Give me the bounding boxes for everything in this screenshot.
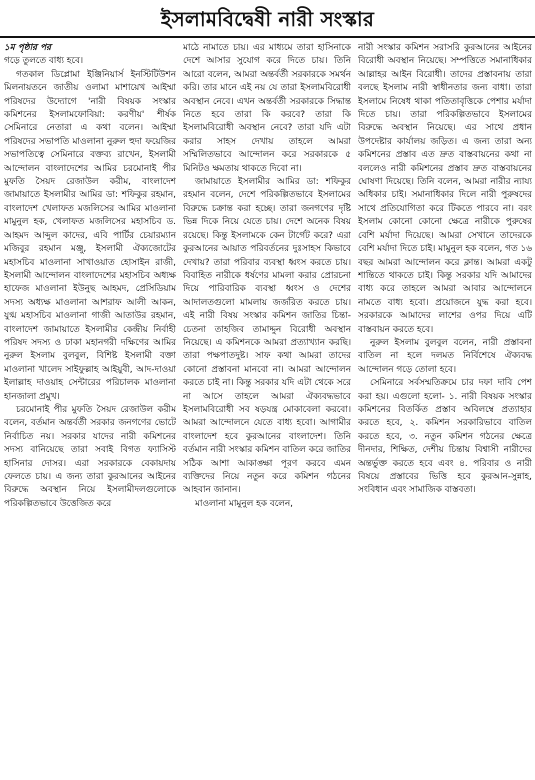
article-column-1	[4, 42, 176, 776]
article-paragraph: নারী সংস্কার কমিশন সরাসরি কুরআনের আইনের বিরোধী অবস্থান নিয়েছে। সম্পত্তিতে সমানাধিকার আল্লাহর আইন বিরোধী। তাদের প্রস্তাবনায় তারা বলছে ইসলাম নারী স্বাধীনতার জন্য বাধা। তারা ইসলামে নিষেধ থাকা পতিতাবৃত্তিকে পেশার মর্যাদা দিতে চায়। তারা পরিকল্পিতভাবে ইসলামের বিরুদ্ধে অবস্থান নিয়েছে। এর সাথে প্রধান উপদেষ্টার কার্যালয় জড়িত। এ জন্য তারা অন্য কমিশনের প্রস্তাব এত দ্রুত বাস্তবায়নের কথা না বললেও নারী কমিশনের প্রস্তাব দ্রুত বাস্তবায়নের ঘোষণা দিয়েছে। তিনি বলেন, আমরা নারীর ন্যায্য অধিকার চাই। সমানাধিকার দিলে নারী পুরুষদের সাথে প্রতিযোগিতা করে টিকতে পারবে না। বরং ইসলাম কোনো কোনো ক্ষেত্রে নারীকে পুরুষের বেশি মর্যাদা দিয়েছে। আমরা সেখানে তাদেরকে বেশি মর্যাদা দিতে চাই। মামুনুল হক বলেন, গত ১৬ বছর আমরা আন্দোলন করে ক্লান্ত। আমরা একটু শান্তিতে থাকতে চাই। কিন্তু সরকার যদি আমাদের বাধ্য করে তাহলে আমরা আবার আন্দোলনে নামতে বাধ্য হবো। প্রয়োজনে যুদ্ধ করা হবে। সরকারকে আমাদের লাশের ওপর দিয়ে এটি বাস্তবায়ন করতে হবে।	[358, 43, 532, 335]
article-paragraph: সেমিনারে সর্বসম্মতিক্রমে চার দফা দাবি পেশ করা হয়। এগুলো হলো- ১. নারী বিষয়ক সংস্কার কমিশনের বিতর্কিত প্রস্তাব অবিলম্বে প্রত্যাহার করতে হবে, ২. কমিশন সরকারিভাবে বাতিল করতে হবে, ৩. নতুন কমিশন গঠনের ক্ষেত্রে দীনদার, শিক্ষিত, দেশীয় চিন্তায় বিশ্বাসী নারীদের অন্তর্ভুক্ত করতে হবে এবং ৪. পরিবার ও নারী বিষয়ে প্রস্তাবের ভিত্তি হবে কুরআন-সুন্নাহ, সংবিধান এবং সামাজিক বাস্তবতা।	[358, 378, 532, 496]
headline-divider	[0, 36, 535, 38]
article-paragraph: নুরুল ইসলাম বুলবুল বলেন, নারী প্রস্তাবনা বাতিল না হলে দলমত নির্বিশেষে ঐক্যবদ্ধ আন্দোলন গড়ে তোলা হবে।	[358, 337, 532, 375]
article-column-3	[358, 42, 532, 776]
article-paragraph: চরমোনাই পীর মুফতি সৈয়দ রেজাউল করীম বলেন, বর্তমান অন্তর্বর্তী সরকার জনগণের ভোটে নির্বাচিত নয়। সরকার যাদের নারী কমিশনের সদস্য বানিয়েছে তারা সবাই বিগত ফ্যাসিস্ট হাসিনার দোসর। এরা সরকারকে বেকায়দায় ফেলতে চায়। এ জন্য তারা কুরআনের আইনের বিরুদ্ধে অবস্থান নিয়ে ইসলামীদলগুলোকে পরিকল্পিতভাবে উত্তেজিত করে	[4, 404, 176, 509]
article-paragraph: মাওলানা মামুনুল হক বলেন,	[195, 498, 294, 509]
article-paragraph: গড়ে তুলতে বাধ্য হবে।	[4, 56, 84, 67]
article-paragraph: গতকাল ডিপ্লোমা ইঞ্জিনিয়ার্স ইনস্টিটিউশন মিলনায়তনে জাতীয় ওলামা মাশায়েখ আইম্মা পরিষদের উদ্যোগে 'নারী বিষয়ক সংস্কার কমিশনের ইসলামফোবিয়া: করণীয়' শীর্ষক সেমিনারে নেতারা এ কথা বলেন। আইম্মা পরিষদের সভাপতি মাওলানা নুরুল হুদা ফয়েজির সভাপতিত্বে সেমিনারে বক্তব্য রাখেন, ইসলামী আন্দোলন বাংলাদেশের আমির চরমোনাই পীর মুফতি সৈয়দ রেজাউল করীম, বাংলাদেশ জামায়াতে ইসলামীর আমির ডা: শফিকুর রহমান, বাংলাদেশ খেলাফত মজলিসের আমির মাওলানা মামুনুল হক, খেলাফত মজলিসের মহাসচিব ড. আহমদ আব্দুল কাদের, এবি পার্টির চেয়ারম্যান মজিবুর রহমান মঞ্জু, ইসলামী ঐক্যজোটের মহাসচিব মাওলানা সাখাওয়াত হোসাইন রাজী, ইসলামী আন্দোলন বাংলাদেশের মহাসচিব অধ্যক্ষ হাফেজ মাওলানা ইউনুছ আহমদ, প্রেসিডিয়াম সদস্য অধ্যক্ষ মাওলানা আশরাফ আলী আকন, যুগ্ম মহাসচিব মাওলানা গাজী আতাউর রহমান, বাংলাদেশ জামায়াতে ইসলামীর কেন্দ্রীয় নির্বাহী পরিষদ সদস্য ও ঢাকা মহানগরী দক্ষিণের আমির নুরুল ইসলাম বুলবুল, বিশিষ্ট ইসলামী বক্তা মাওলানা খালেদ সাইফুল্লাহ আইয়ুবী, আদ-দাওয়া ইলাল্লাহ দাওয়াহ সেন্টারের পরিচালক মাওলানা হানজালা প্রমুখ।	[4, 69, 176, 402]
article-paragraph: মাঠে নামাতে চায়। এর মাধ্যমে তারা হাসিনাকে দেশে আসার সুযোগ করে দিতে চায়। তিনি আরো বলেন, আমরা অন্তর্বর্তী সরকারকে সমর্থন করি। তার মানে এই নয় যে তারা ইসলামবিরোধী অবস্থান নেবে। এখন অন্তর্বর্তী সরকারকে সিদ্ধান্ত নিতে হবে তারা কি করবে? তারা কি ইসলামবিরোধী অবস্থান নেবে? তারা যদি এটা করার সাহস দেখায় তাহলে আমরা সম্মিলিতভাবে আন্দোলন করে সরকারকে ৫ মিনিটও ক্ষমতায় থাকতে দিবো না।	[183, 43, 351, 174]
article-paragraph: জামায়াতে ইসলামীর আমির ডা: শফিকুর রহমান বলেন, দেশে পরিকল্পিতভাবে ইসলামের বিরুদ্ধে চক্রান্ত করা হচ্ছে। তারা জনগণের দৃষ্টি ভিন্ন দিকে নিয়ে যেতে চায়। দেশে অনেক বিষয় রয়েছে। কিন্তু ইসলামকে কেন টার্গেট করে? এরা কুরআনের আয়াত পরিবর্তনের দুঃসাহস কিভাবে দেখায়? তারা পরিবার ব্যবস্থা ধ্বংস করতে চায়। বিবাহিত নারীকে ধর্ষণের মামলা করার প্রোরচনা দিয়ে পারিবারিক ব্যবস্থা ধ্বংস ও দেশের আদালতগুলো মামলায় জর্জরিত করতে চায়। এই নারী বিষয় সংস্কার কমিশন জাতির চিন্তা-চেতনা তাহজিব তামাদ্দুন বিরোধী অবস্থান নিয়েছে। এ কমিশনকে আমরা প্রত্যাখ্যান করছি। তারা পক্ষপাতদুষ্ট। সাফ কথা আমরা তাদের কোনো প্রস্তাবনা মানবো না। আমরা আন্দোলন করতে চাই না। কিন্তু সরকার যদি এটা থেকে সরে না আসে তাহলে আমরা ঐক্যবদ্ধভাবে ইসলামবিরোধী সব ষড়যন্ত্র মোকাবেলা করবো। আমরা আন্দোলনে যেতে বাধ্য হবো। আগামীর বাংলাদেশ হবে কুরআনের বাংলাদেশ। তিনি বর্তমান নারী সংস্কার কমিশন বাতিল করে জাতির সঠিক আশা আকাঙ্ক্ষা পূরণ করবে এমন ব্যক্তিদের নিয়ে নতুন করে কমিশন গঠনের আহবান জানান।	[183, 177, 351, 496]
headline: ইসলামবিদ্বেষী নারী সংস্কার	[160, 7, 375, 31]
continued-label: ১ম পৃষ্ঠার পর	[4, 43, 52, 53]
article-column-2	[183, 42, 351, 776]
continuation-paragraph	[4, 42, 176, 55]
